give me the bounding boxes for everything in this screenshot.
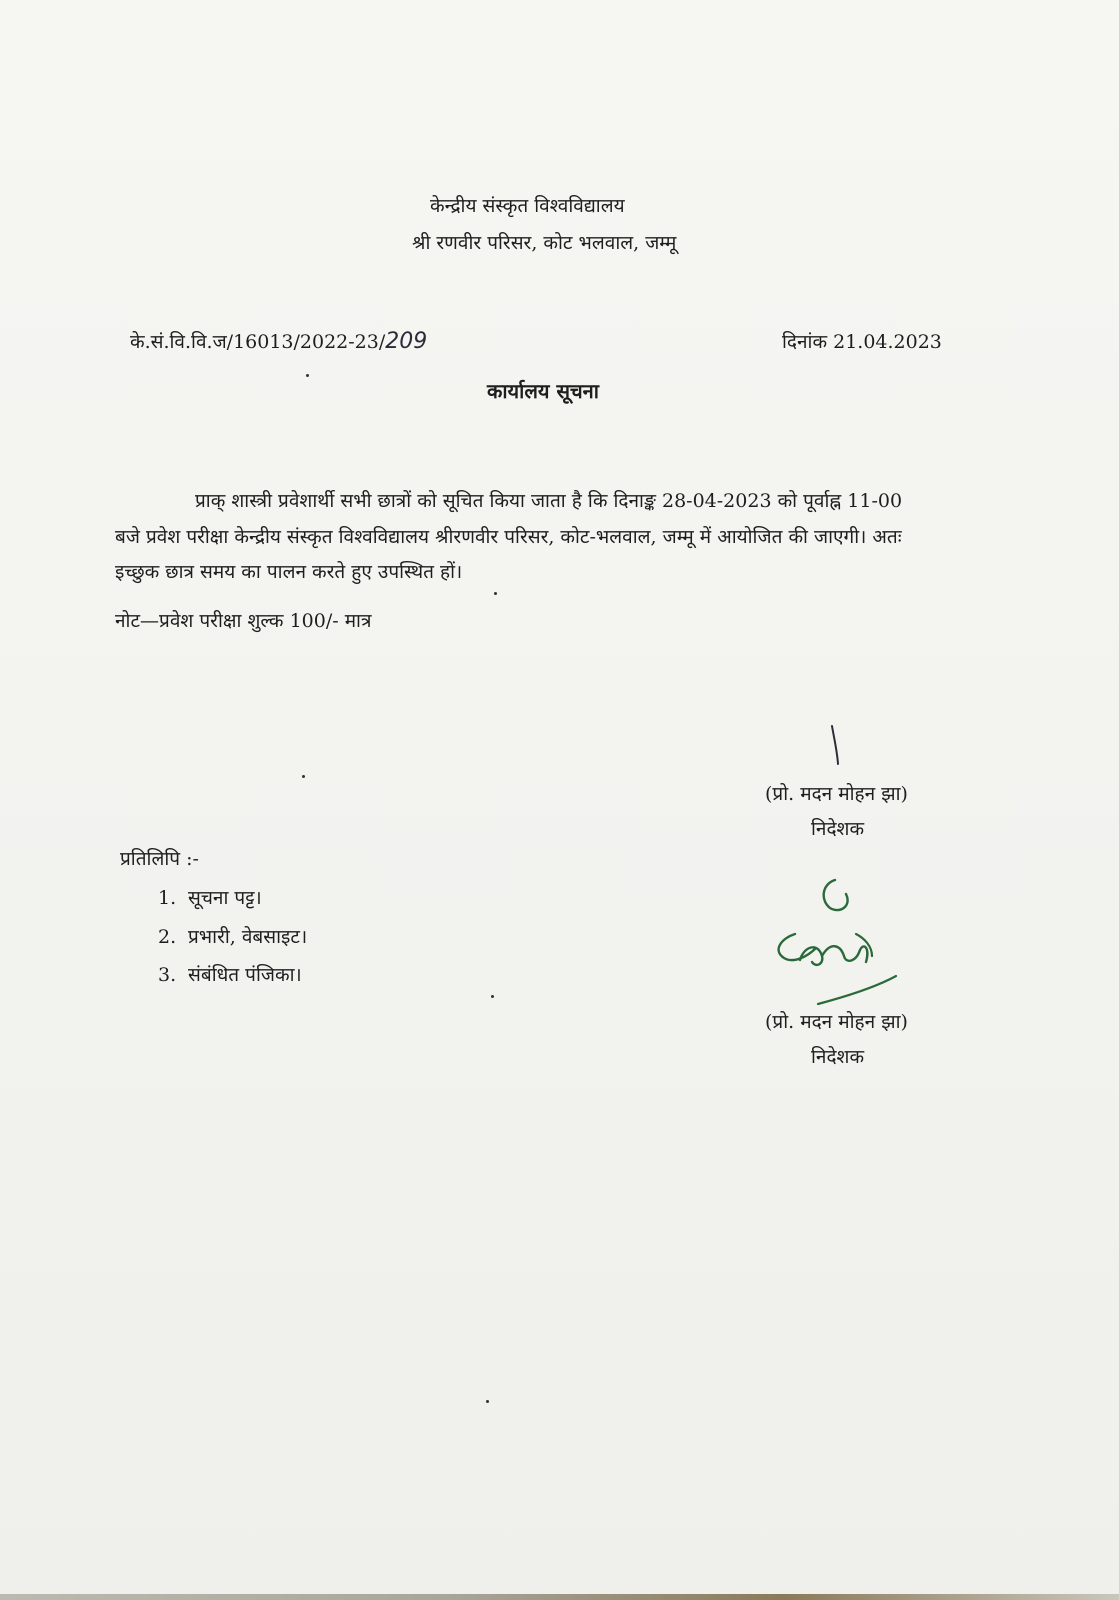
scan-edge xyxy=(0,1594,1119,1600)
speck xyxy=(302,775,305,778)
notice-body-line-1: प्राक् शास्त्री प्रवेशार्थी सभी छात्रों को सूचित किया जाता है कि दिनाङ्क 28-04-2023 को पूर्वाह्न 11-00 xyxy=(195,490,903,512)
handwritten-number: 209 xyxy=(385,329,428,354)
initial-mark xyxy=(822,722,852,772)
copy-to-item-text: संबंधित पंजिका। xyxy=(188,964,302,986)
copy-to-item-number: 2. xyxy=(158,926,177,948)
fee-note: नोट—प्रवेश परीक्षा शुल्क 100/- मात्र xyxy=(115,610,372,632)
signatory-name-1: (प्रो. मदन मोहन झा) xyxy=(765,783,908,805)
notice-body-line-3: इच्छुक छात्र समय का पालन करते हुए उपस्थित हों। xyxy=(115,561,463,583)
copy-to-item xyxy=(158,884,262,910)
speck xyxy=(486,1400,489,1403)
notice-body-line-2: बजे प्रवेश परीक्षा केन्द्रीय संस्कृत विश्वविद्यालय श्रीरणवीर परिसर, कोट-भलवाल, जम्मू में आयोजित की जाएगी। अतः xyxy=(115,526,902,548)
speck xyxy=(306,374,309,377)
date: दिनांक 21.04.2023 xyxy=(782,331,942,353)
university-name: केन्द्रीय संस्कृत विश्वविद्यालय xyxy=(430,195,625,217)
copy-to-item xyxy=(158,923,307,949)
signatory-designation-2: निदेशक xyxy=(811,1046,865,1068)
notice-title: कार्यालय सूचना xyxy=(487,379,599,403)
speck xyxy=(494,592,497,595)
copy-to-label: प्रतिलिपि :- xyxy=(120,848,199,870)
copy-to-item-text: सूचना पट्ट। xyxy=(188,887,262,909)
speck xyxy=(491,995,494,998)
campus-address: श्री रणवीर परिसर, कोट भलवाल, जम्मू xyxy=(412,232,677,254)
copy-to-item-number: 1. xyxy=(158,887,177,909)
copy-to-item xyxy=(158,961,302,987)
signatory-designation-1: निदेशक xyxy=(811,818,865,840)
copy-to-item-text: प्रभारी, वेबसाइट। xyxy=(188,926,308,948)
reference-number xyxy=(130,328,427,354)
signature xyxy=(760,872,910,1022)
reference-number-text: के.सं.वि.वि.ज/16013/2022-23/ xyxy=(130,331,386,353)
signatory-name-2: (प्रो. मदन मोहन झा) xyxy=(765,1011,908,1033)
copy-to-item-number: 3. xyxy=(158,964,177,986)
